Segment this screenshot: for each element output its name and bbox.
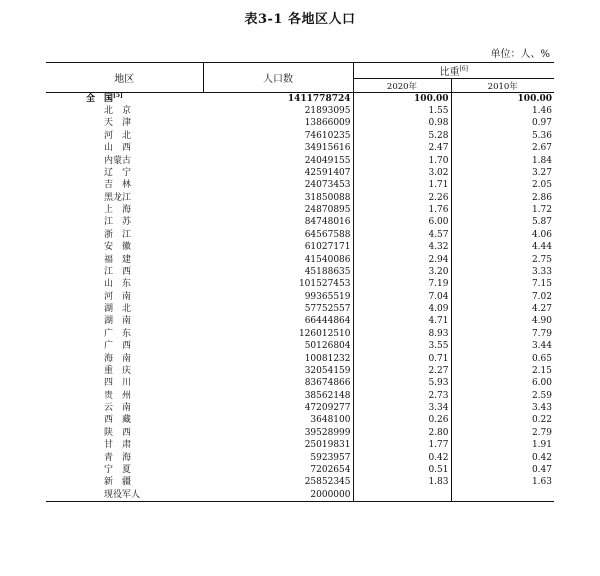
ratio-2010-value: 2.67 xyxy=(531,143,552,154)
table-row xyxy=(46,489,554,502)
population-value: 5923957 xyxy=(203,452,353,464)
population-value: 39528999 xyxy=(203,427,353,439)
table-row xyxy=(46,440,554,452)
table-row xyxy=(46,155,554,167)
region-name: 甘 肃 xyxy=(104,440,132,451)
ratio-2020-value xyxy=(353,489,451,502)
population-value: 38562148 xyxy=(203,390,353,402)
population-value: 84748016 xyxy=(203,217,353,229)
header-region: 地区 xyxy=(46,63,203,93)
population-value: 24870895 xyxy=(203,204,353,216)
ratio-2020-value: 0.26 xyxy=(353,415,451,427)
region-name: 广 东 xyxy=(104,328,132,339)
table-row xyxy=(46,242,554,254)
table-row xyxy=(46,316,554,328)
population-value: 83674866 xyxy=(203,378,353,390)
ratio-2010-value: 2.15 xyxy=(531,365,552,376)
ratio-2010-value: 4.44 xyxy=(531,242,552,253)
population-table xyxy=(46,62,554,502)
region-name: 安 徽 xyxy=(104,242,132,253)
total-note: [5] xyxy=(113,91,123,99)
region-name: 天 津 xyxy=(104,118,132,129)
region-name: 四 川 xyxy=(104,378,132,389)
table-row xyxy=(46,341,554,353)
ratio-2020-value: 7.19 xyxy=(353,279,451,291)
table-row-total xyxy=(46,93,554,106)
region-name: 现役军人 xyxy=(46,489,203,502)
header-ratio-label: 比重 xyxy=(439,67,460,78)
table-row xyxy=(46,415,554,427)
table-row xyxy=(46,402,554,414)
population-value: 34915616 xyxy=(203,143,353,155)
header-population: 人口数 xyxy=(203,63,353,93)
table-row xyxy=(46,167,554,179)
table-title: 表3-1 各地区人口 xyxy=(244,12,356,27)
population-value: 74610235 xyxy=(203,130,353,142)
ratio-2010-value: 1.72 xyxy=(531,205,552,216)
population-value: 66444864 xyxy=(203,316,353,328)
ratio-2020-value: 2.27 xyxy=(353,365,451,377)
region-name: 上 海 xyxy=(104,205,132,216)
population-value: 31850088 xyxy=(203,192,353,204)
ratio-2020-value: 1.83 xyxy=(353,477,451,489)
region-name: 福 建 xyxy=(104,254,132,265)
table-row xyxy=(46,229,554,241)
table-row xyxy=(46,328,554,340)
ratio-2020-value: 5.93 xyxy=(353,378,451,390)
ratio-2020-value: 8.93 xyxy=(353,328,451,340)
ratio-2010-value: 4.90 xyxy=(531,316,552,327)
total-ratio-2020: 100.00 xyxy=(353,93,451,106)
ratio-2010-value: 2.59 xyxy=(531,390,552,401)
ratio-2010-value xyxy=(451,489,554,502)
ratio-2010-value: 7.15 xyxy=(531,279,552,290)
ratio-2020-value: 4.32 xyxy=(353,242,451,254)
region-name: 山 东 xyxy=(104,279,132,290)
region-name: 贵 州 xyxy=(104,390,132,401)
ratio-2020-value: 0.51 xyxy=(353,464,451,476)
population-value: 25019831 xyxy=(203,440,353,452)
population-value: 47209277 xyxy=(203,402,353,414)
ratio-2010-value: 7.79 xyxy=(531,328,552,339)
ratio-2020-value: 2.47 xyxy=(353,143,451,155)
population-value: 41540086 xyxy=(203,254,353,266)
population-value: 10081232 xyxy=(203,353,353,365)
table-row xyxy=(46,217,554,229)
population-value: 101527453 xyxy=(203,279,353,291)
ratio-2020-value: 1.76 xyxy=(353,204,451,216)
ratio-2010-value: 7.02 xyxy=(531,291,552,302)
population-value: 32054159 xyxy=(203,365,353,377)
table-row xyxy=(46,353,554,365)
ratio-2010-value: 6.00 xyxy=(531,378,552,389)
ratio-2020-value: 3.34 xyxy=(353,402,451,414)
table-row xyxy=(46,254,554,266)
population-value: 2000000 xyxy=(203,489,353,502)
region-name: 辽 宁 xyxy=(104,167,132,178)
ratio-2010-value: 3.33 xyxy=(531,266,552,277)
region-name: 湖 北 xyxy=(104,304,132,315)
ratio-2010-value: 0.22 xyxy=(531,415,552,426)
ratio-2020-value: 2.80 xyxy=(353,427,451,439)
population-value: 24073453 xyxy=(203,180,353,192)
ratio-2020-value: 6.00 xyxy=(353,217,451,229)
region-name: 青 海 xyxy=(104,452,132,463)
table-row xyxy=(46,427,554,439)
ratio-2020-value: 5.28 xyxy=(353,130,451,142)
region-name: 西 藏 xyxy=(104,415,132,426)
ratio-2020-value: 3.55 xyxy=(353,341,451,353)
region-name: 内蒙古 xyxy=(104,155,132,166)
region-name: 海 南 xyxy=(104,353,132,364)
header-year-2010: 2010年 xyxy=(451,79,554,93)
ratio-2010-value: 1.91 xyxy=(531,440,552,451)
population-value: 64567588 xyxy=(203,229,353,241)
total-name: 全 国 xyxy=(86,93,114,104)
header-year-2020: 2020年 xyxy=(353,79,451,93)
header-ratio xyxy=(353,63,554,79)
population-value: 61027171 xyxy=(203,242,353,254)
table-row xyxy=(46,204,554,216)
region-name: 广 西 xyxy=(104,341,132,352)
ratio-2020-value: 4.57 xyxy=(353,229,451,241)
region-name: 江 苏 xyxy=(104,217,132,228)
ratio-2010-value: 2.05 xyxy=(531,180,552,191)
ratio-2020-value: 1.71 xyxy=(353,180,451,192)
ratio-2020-value: 1.55 xyxy=(353,105,451,117)
region-name: 陕 西 xyxy=(104,427,132,438)
ratio-2020-value: 3.02 xyxy=(353,167,451,179)
table-row xyxy=(46,105,554,117)
ratio-2010-value: 0.42 xyxy=(531,452,552,463)
unit-label: 单位：人、% xyxy=(490,49,550,60)
ratio-2020-value: 2.73 xyxy=(353,390,451,402)
table-row xyxy=(46,266,554,278)
ratio-2020-value: 1.70 xyxy=(353,155,451,167)
region-name: 北 京 xyxy=(104,106,132,117)
table-row xyxy=(46,291,554,303)
ratio-2010-value: 1.84 xyxy=(531,155,552,166)
ratio-2020-value: 0.71 xyxy=(353,353,451,365)
ratio-2010-value: 1.46 xyxy=(531,106,552,117)
ratio-2010-value: 4.27 xyxy=(531,304,552,315)
table-row xyxy=(46,365,554,377)
ratio-2020-value: 4.09 xyxy=(353,303,451,315)
ratio-2020-value: 0.98 xyxy=(353,118,451,130)
table-row xyxy=(46,118,554,130)
region-name: 湖 南 xyxy=(104,316,132,327)
ratio-2010-value: 0.47 xyxy=(531,464,552,475)
region-name: 江 西 xyxy=(104,266,132,277)
ratio-2020-value: 0.42 xyxy=(353,452,451,464)
ratio-2010-value: 1.63 xyxy=(531,477,552,488)
population-value: 3648100 xyxy=(203,415,353,427)
region-name: 吉 林 xyxy=(104,180,132,191)
table-row xyxy=(46,452,554,464)
ratio-2020-value: 3.20 xyxy=(353,266,451,278)
ratio-2010-value: 4.06 xyxy=(531,229,552,240)
table-row xyxy=(46,180,554,192)
total-population: 1411778724 xyxy=(203,93,353,106)
region-name: 河 北 xyxy=(104,130,132,141)
table-row xyxy=(46,192,554,204)
table-row xyxy=(46,464,554,476)
region-name: 山 西 xyxy=(104,143,132,154)
total-ratio-2010: 100.00 xyxy=(517,93,552,104)
table-row xyxy=(46,378,554,390)
ratio-2010-value: 3.43 xyxy=(531,403,552,414)
table-row xyxy=(46,143,554,155)
region-name: 黑龙江 xyxy=(104,192,132,203)
table-row xyxy=(46,130,554,142)
ratio-2020-value: 7.04 xyxy=(353,291,451,303)
region-name: 云 南 xyxy=(104,403,132,414)
population-value: 7202654 xyxy=(203,464,353,476)
table-row xyxy=(46,279,554,291)
population-value: 50126804 xyxy=(203,341,353,353)
population-value: 126012510 xyxy=(203,328,353,340)
ratio-2010-value: 5.87 xyxy=(531,217,552,228)
table-row xyxy=(46,477,554,489)
ratio-2020-value: 2.94 xyxy=(353,254,451,266)
region-name: 宁 夏 xyxy=(104,464,132,475)
population-value: 25852345 xyxy=(203,477,353,489)
region-name: 重 庆 xyxy=(104,365,132,376)
ratio-2010-value: 2.86 xyxy=(531,192,552,203)
population-value: 57752557 xyxy=(203,303,353,315)
ratio-2020-value: 4.71 xyxy=(353,316,451,328)
ratio-2010-value: 5.36 xyxy=(531,130,552,141)
table-row xyxy=(46,303,554,315)
population-value: 42591407 xyxy=(203,167,353,179)
table-row xyxy=(46,390,554,402)
ratio-2010-value: 3.27 xyxy=(531,167,552,178)
population-value: 21893095 xyxy=(203,105,353,117)
population-value: 99365519 xyxy=(203,291,353,303)
region-name: 河 南 xyxy=(104,291,132,302)
population-value: 13866009 xyxy=(203,118,353,130)
population-value: 24049155 xyxy=(203,155,353,167)
header-ratio-note: [6] xyxy=(459,65,468,73)
region-name: 浙 江 xyxy=(104,229,132,240)
ratio-2020-value: 2.26 xyxy=(353,192,451,204)
population-value: 45188635 xyxy=(203,266,353,278)
ratio-2010-value: 0.65 xyxy=(531,353,552,364)
ratio-2010-value: 2.75 xyxy=(531,254,552,265)
region-name: 新 疆 xyxy=(104,477,132,488)
ratio-2010-value: 3.44 xyxy=(531,341,552,352)
ratio-2010-value: 0.97 xyxy=(531,118,552,129)
ratio-2010-value: 2.79 xyxy=(531,427,552,438)
ratio-2020-value: 1.77 xyxy=(353,440,451,452)
